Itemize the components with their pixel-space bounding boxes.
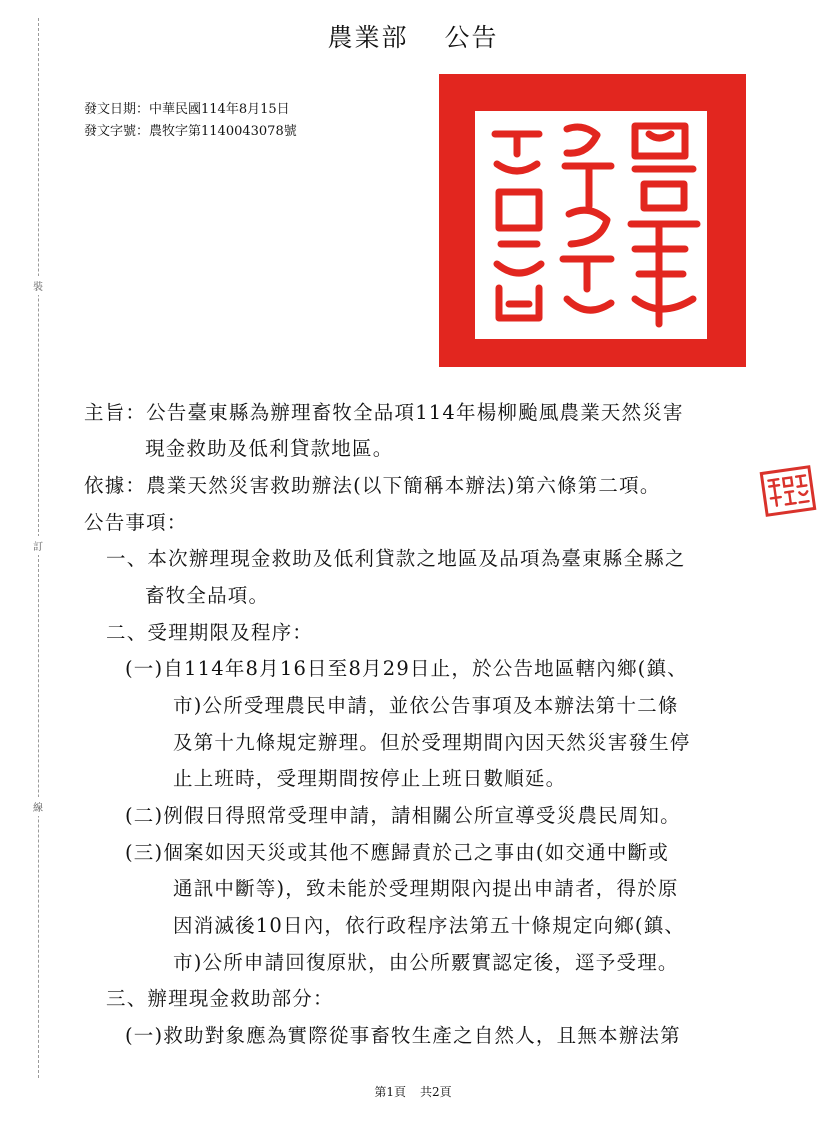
item-2-3-line-3: 因消滅後10日內，依行政程序法第五十條規定向鄉(鎮、	[173, 914, 686, 937]
binding-mark-1: 裝	[32, 276, 44, 295]
item-2-3-line-4: 市)公所申請回復原狀，由公所覈實認定後，逕予受理。	[173, 951, 679, 974]
official-seal	[439, 74, 746, 367]
item-2-2-line-1: (二)例假日得照常受理申請，請相關公所宣導受災農民周知。	[125, 804, 681, 827]
item-2-1-line-4: 止上班時，受理期間按停止上班日數順延。	[173, 767, 567, 790]
issue-number-label: 發文字號：	[84, 124, 150, 139]
page-total: 共2頁	[420, 1085, 452, 1099]
issue-number	[84, 121, 297, 143]
binding-mark-2: 訂	[32, 536, 44, 555]
item-2-3-line-1: (三)個案如因天災或其他不應歸責於己之事由(如交通中斷或	[125, 841, 669, 864]
item-1-line-2: 畜牧全品項。	[145, 584, 270, 607]
items-heading: 公告事項：	[84, 511, 188, 534]
item-1-line-1: 一、本次辦理現金救助及低利貸款之地區及品項為臺東縣全縣之	[106, 547, 686, 570]
binding-mark-3: 線	[32, 797, 44, 816]
agency-name: 農業部	[327, 23, 409, 52]
item-2-3-line-2: 通訊中斷等)，致未能於受理期限內提出申請者，得於原	[173, 877, 679, 900]
item-2-1-line-3: 及第十九條規定辦理。但於受理期間內因天然災害發生停	[173, 731, 691, 754]
subject-line-2: 現金救助及低利貸款地區。	[145, 437, 394, 460]
basis-line: 依據：農業天然災害救助辦法(以下簡稱本辦法)第六條第二項。	[84, 474, 661, 497]
item-2-1-line-1: (一)自114年8月16日至8月29日止，於公告地區轄內鄉(鎮、	[125, 657, 688, 680]
small-seal	[758, 464, 818, 518]
item-3-heading: 三、辦理現金救助部分：	[106, 987, 334, 1010]
item-2-1-line-2: 市)公所受理農民申請，並依公告事項及本辦法第十二條	[173, 694, 679, 717]
page-number: 第1頁	[374, 1085, 406, 1099]
page-footer	[0, 1083, 826, 1100]
issue-number-value: 農牧字第1140043078號	[149, 124, 297, 139]
doc-type: 公告	[444, 23, 499, 52]
issue-date-value: 中華民國114年8月15日	[149, 102, 290, 117]
page-title	[0, 18, 826, 54]
item-2-heading: 二、受理期限及程序：	[106, 621, 314, 644]
issue-date-label: 發文日期：	[84, 102, 150, 117]
issue-date	[84, 99, 290, 121]
subject-line-1: 主旨：公告臺東縣為辦理畜牧全品項114年楊柳颱風農業天然災害	[84, 401, 684, 424]
item-3-1-line-1: (一)救助對象應為實際從事畜牧生產之自然人，且無本辦法第	[125, 1024, 681, 1047]
